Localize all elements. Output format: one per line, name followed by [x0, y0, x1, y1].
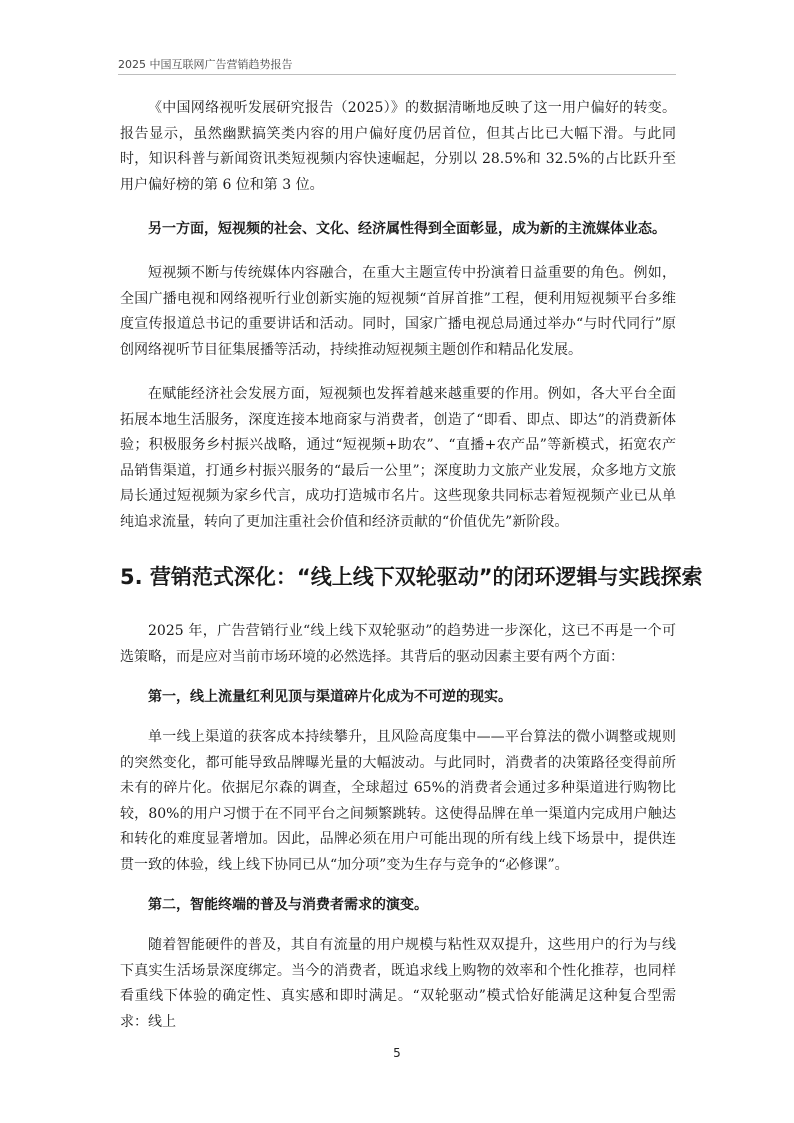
bold-heading-traffic-dividend: 第一，线上流量红利见顶与渠道碎片化成为不可逆的现实。: [148, 689, 512, 705]
running-header: 2025 中国互联网广告营销趋势报告: [118, 58, 293, 71]
paragraph-dual-drive-intro: 2025 年，广告营销行业“线上线下双轮驱动”的趋势进一步深化，这已不再是一个可选策略，而是应对当前市场环境的必然选择。其背后的驱动因素主要有两个方面：: [120, 623, 676, 665]
header-divider: [118, 74, 676, 75]
page-body: [120, 96, 703, 1035]
bold-heading-smart-devices: 第二，智能终端的普及与消费者需求的演变。: [148, 897, 428, 913]
section-title: 5. 营销范式深化：“线上线下双轮驱动”的闭环逻辑与实践探索: [120, 565, 703, 589]
paragraph-channel-fragmentation: 单一线上渠道的获客成本持续攀升，且风险高度集中——平台算法的微小调整或规则的突然变化，都可能导致品牌曝光量的大幅波动。与此同时，消费者的决策路径变得前所未有的碎片化。依据尼尔森的调查，全球超过 65%的消费者会通过多种渠道进行购物比较，80%的用户习惯于在不同平台之间频繁跳转。这使得品牌在单一渠道内完成用户触达和转化的难度显著增加。因此，品牌必须在用户可能出现的所有线上线下场景中，提供连贯一致的体验，线上线下协同已从“加分项”变为生存与竞争的“必修课”。: [120, 729, 676, 873]
page-number: 5: [393, 1046, 401, 1060]
paragraph-consumer-demand: 随着智能硬件的普及，其自有流量的用户规模与粘性双双提升，这些用户的行为与线下真实生活场景深度绑定。当今的消费者，既追求线上购物的效率和个性化推荐，也同样看重线下体验的确定性、真实感和即时满足。“双轮驱动”模式恰好能满足这种复合型需求：线上: [120, 937, 676, 1030]
paragraph-report-data: 《中国网络视听发展研究报告（2025）》的数据清晰地反映了这一用户偏好的转变。报告显示，虽然幽默搞笑类内容的用户偏好度仍居首位，但其占比已大幅下滑。与此同时，知识科普与新闻资讯类短视频内容快速崛起，分别以 28.5%和 32.5%的占比跃升至用户偏好榜的第 6 位和第 3 位。: [120, 100, 676, 193]
paragraph-media-integration: 短视频不断与传统媒体内容融合，在重大主题宣传中扮演着日益重要的角色。例如，全国广播电视和网络视听行业创新实施的短视频“首屏首推”工程，便利用短视频平台多维度宣传报道总书记的重要讲话和活动。同时，国家广播电视总局通过举办“与时代同行”原创网络视听节目征集展播等活动，持续推动短视频主题创作和精品化发展。: [120, 265, 676, 358]
bold-heading-social-attributes: 另一方面，短视频的社会、文化、经济属性得到全面彰显，成为新的主流媒体业态。: [148, 221, 666, 237]
paragraph-economic-empowerment: 在赋能经济社会发展方面，短视频也发挥着越来越重要的作用。例如，各大平台全面拓展本地生活服务，深度连接本地商家与消费者，创造了“即看、即点、即达”的消费新体验；积极服务乡村振兴战略，通过“短视频+助农”、“直播+农产品”等新模式，拓宽农产品销售渠道，打通乡村振兴服务的“最后一公里”；深度助力文旅产业发展，众多地方文旅局长通过短视频为家乡代言，成功打造城市名片。这些现象共同标志着短视频产业已从单纯追求流量，转向了更加注重社会价值和经济贡献的“价值优先”新阶段。: [120, 386, 676, 530]
